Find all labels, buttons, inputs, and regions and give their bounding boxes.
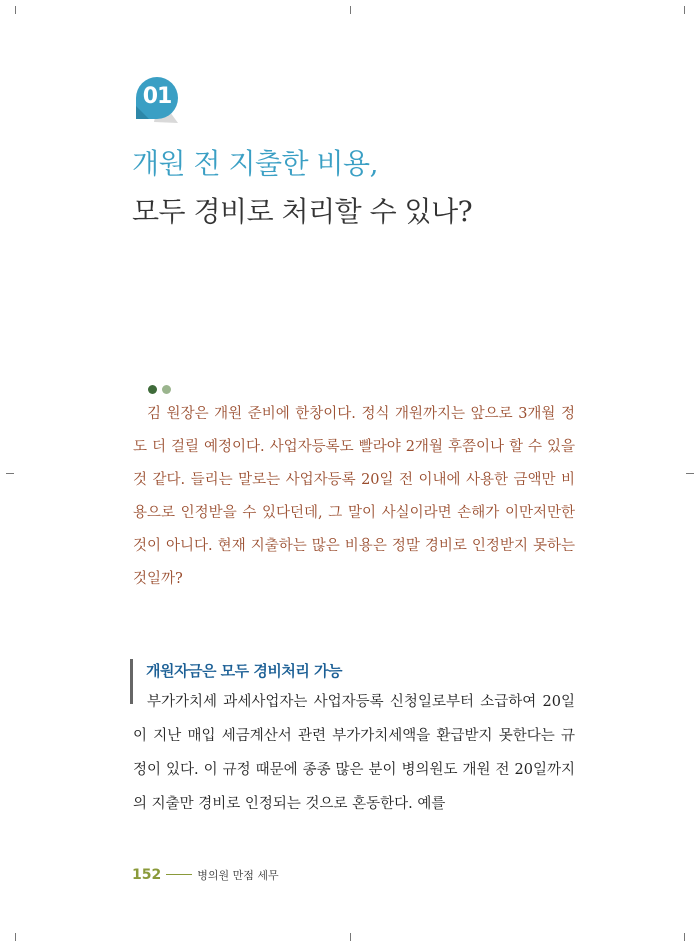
crop-mark <box>6 473 14 474</box>
intro-text: 김 원장은 개원 준비에 한창이다. 정식 개원까지는 앞으로 3개월 정도 더 걸릴 예정이다. 사업자등록도 빨라야 2개월 후쯤이나 할 수 있을 것 같다. 들리는 말로는 사업자등록 20일 전 이내에 사용한 금액만 비용으로 인정받을 수 있다던데, 그 말이 사실이라면 손해가 이만저만한 것이 아니다. 현재 지출하는 많은 비용은 정말 경비로 인정받지 못하는 것일까? <box>133 406 575 587</box>
section-heading: 개원자금은 모두 경비처리 가능 <box>146 662 343 680</box>
page-footer <box>132 864 279 883</box>
chapter-title-line1: 개원 전 지출한 비용, <box>132 147 378 180</box>
crop-mark <box>686 473 694 474</box>
footer-rule <box>166 874 192 875</box>
book-title: 병의원 만점 세무 <box>197 869 279 882</box>
body-text: 부가가치세 과세사업자는 사업자등록 신청일로부터 소급하여 20일이 지난 매입 세금계산서 관련 부가가치세액을 환급받지 못한다는 규정이 있다. 이 규정 때문에 종종 많은 분이 병의원도 개원 전 20일까지의 지출만 경비로 인정되는 것으로 혼동한다. 예를 <box>133 694 575 812</box>
crop-mark <box>350 933 351 941</box>
crop-mark <box>15 933 16 941</box>
body-paragraph <box>133 685 575 821</box>
chapter-title-line2: 모두 경비로 처리할 수 있나? <box>132 195 473 228</box>
page-number: 152 <box>132 867 162 883</box>
chapter-badge <box>132 76 182 126</box>
intro-paragraph <box>133 398 575 596</box>
decorative-dots <box>148 379 176 398</box>
crop-mark <box>350 6 351 14</box>
crop-mark <box>684 933 685 941</box>
dot-icon <box>162 385 171 394</box>
chapter-number: 01 <box>142 84 172 109</box>
dot-icon <box>148 385 157 394</box>
crop-mark <box>15 6 16 14</box>
crop-mark <box>684 6 685 14</box>
